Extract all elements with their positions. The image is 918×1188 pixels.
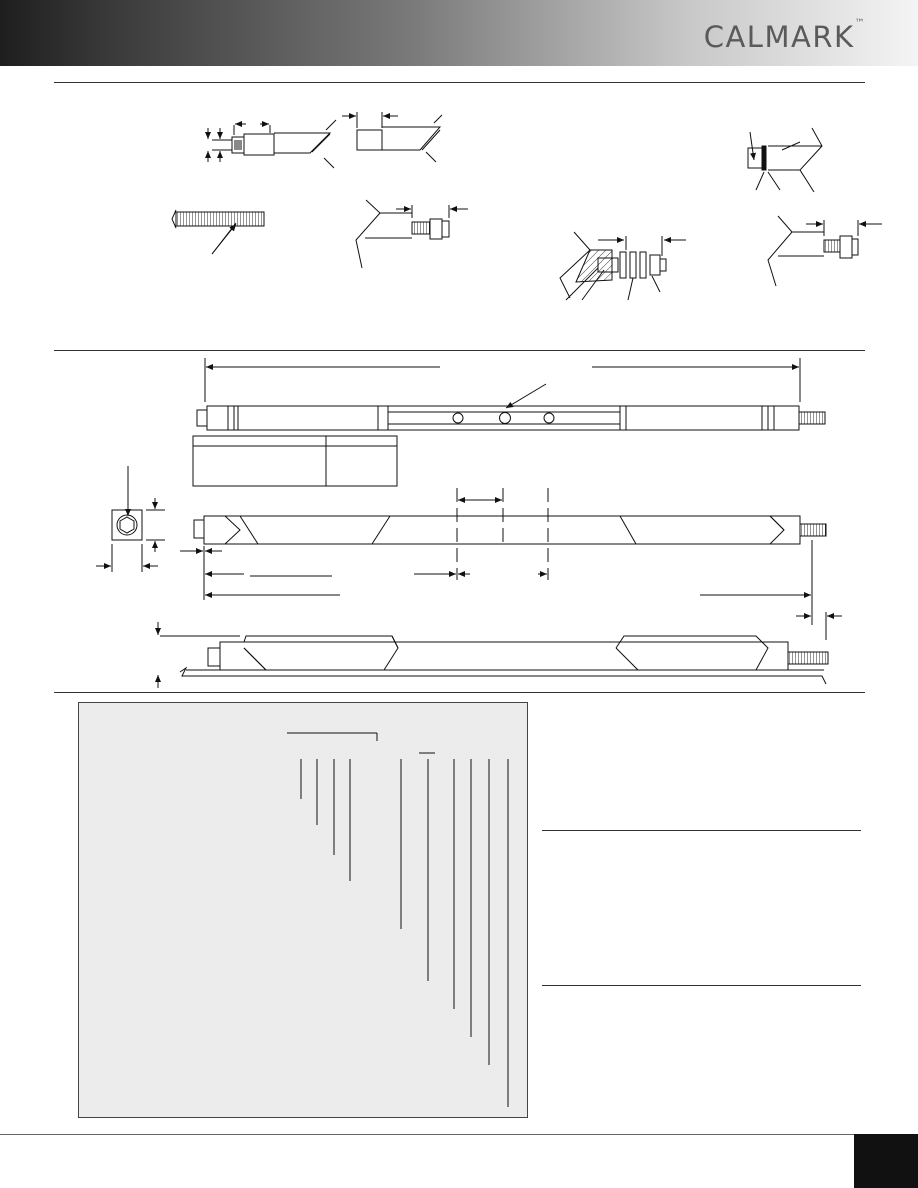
trademark-mark: ™ (854, 18, 866, 29)
side-divider-2 (542, 985, 861, 986)
ordering-code-panel (78, 702, 528, 1118)
detail-threaded-end-nut (356, 200, 468, 268)
detail-plain-pin (342, 112, 442, 162)
detail-pin-end (208, 120, 336, 168)
page-number-tab (854, 1134, 918, 1188)
detail-spring-latch (560, 232, 686, 300)
rod-installed-view (158, 622, 828, 688)
hex-end-view (96, 466, 165, 572)
detail-threaded-end-nut-right (768, 216, 882, 286)
detail-threaded-rod (172, 210, 264, 254)
rod-table-grid (193, 436, 397, 486)
side-divider-1 (542, 830, 861, 831)
rod-top-view (197, 406, 825, 430)
brand-name: CALMARK (703, 20, 855, 54)
ordering-code-callout-lines (79, 703, 527, 1117)
footer-rule (0, 1134, 918, 1135)
detail-latch-closeup (748, 128, 822, 192)
overall-length-dimension (205, 358, 800, 408)
rod-side-view (180, 488, 842, 640)
